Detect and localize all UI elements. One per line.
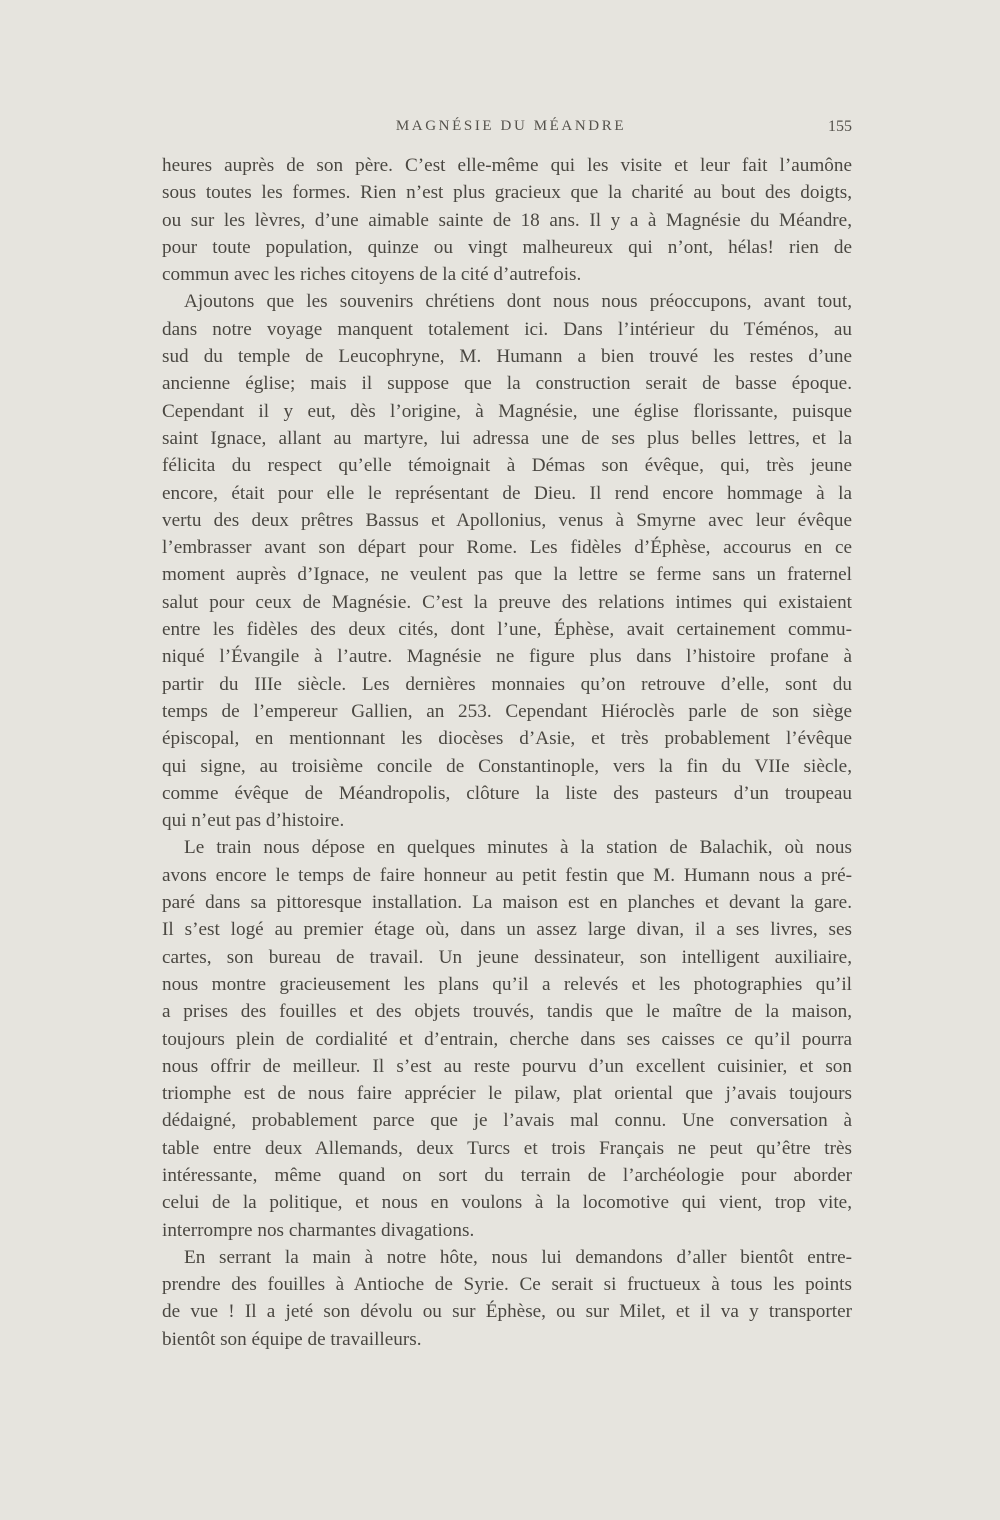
text-line: interrompre nos charmantes divagations.: [162, 1219, 475, 1241]
running-title: MAGNÉSIE DU MÉANDRE: [395, 118, 627, 134]
text-line: entre les fidèles des deux cités, dont l’une, Éphèse, avait certainement commu-: [162, 619, 852, 641]
text-line: qui n’eut pas d’histoire.: [162, 810, 345, 832]
paragraph-2: [162, 288, 852, 834]
text-line: bientôt son équipe de travailleurs.: [162, 1328, 422, 1350]
paragraph-3: [162, 834, 852, 1243]
text-line: toujours plein de cordialité et d’entrain, cherche dans ses caisses ce qu’il pourra: [162, 1028, 852, 1050]
text-line: félicita du respect qu’elle témoignait à Démas son évêque, qui, très jeune: [162, 455, 852, 477]
text-line: ou sur les lèvres, d’une aimable sainte de 18 ans. Il y a à Magnésie du Méandre,: [162, 209, 852, 231]
text-line: En serrant la main à notre hôte, nous lui demandons d’aller bientôt entre-: [184, 1246, 852, 1268]
page-number: 155: [828, 118, 852, 135]
text-line: Il s’est logé au premier étage où, dans un assez large divan, il a ses livres, ses: [162, 919, 852, 941]
paragraph-1: [162, 152, 852, 288]
text-line: avons encore le temps de faire honneur au petit festin que M. Humann nous a pré-: [162, 864, 852, 886]
text-line: vertu des deux prêtres Bassus et Apollonius, venus à Smyrne avec leur évêque: [162, 509, 852, 531]
text-line: temps de l’empereur Gallien, an 253. Cependant Hiéroclès parle de son siège: [162, 700, 852, 722]
text-line: triomphe est de nous faire apprécier le pilaw, plat oriental que j’avais toujours: [162, 1083, 852, 1105]
text-line: nous montre gracieusement les plans qu’il a relevés et les photographies qu’il: [162, 973, 852, 995]
text-line: celui de la politique, et nous en voulons à la locomotive qui vient, trop vite,: [162, 1192, 852, 1214]
text-line: sous toutes les formes. Rien n’est plus gracieux que la charité au bout des doigts,: [162, 182, 852, 204]
paragraph-4: [162, 1244, 852, 1353]
text-line: comme évêque de Méandropolis, clôture la liste des pasteurs d’un troupeau: [162, 782, 852, 804]
text-line: heures auprès de son père. C’est elle-même qui les visite et leur fait l’aumône: [162, 155, 852, 176]
text-line: saint Ignace, allant au martyre, lui adressa une de ses plus belles lettres, et la: [162, 427, 852, 449]
text-line: ancienne église; mais il suppose que la construction serait de basse époque.: [162, 373, 852, 395]
text-line: table entre deux Allemands, deux Turcs et trois Français ne peut qu’être très: [162, 1137, 852, 1159]
text-line: encore, était pour elle le représentant de Dieu. Il rend encore hommage à la: [162, 482, 852, 504]
text-line: salut pour ceux de Magnésie. C’est la preuve des relations intimes qui existaient: [162, 591, 852, 613]
text-line: de vue ! Il a jeté son dévolu ou sur Éphèse, ou sur Milet, et il va y transporter: [162, 1301, 852, 1323]
text-line: Ajoutons que les souvenirs chrétiens dont nous nous préoccupons, avant tout,: [184, 291, 852, 313]
text-line: intéressante, même quand on sort du terrain de l’archéologie pour aborder: [162, 1164, 852, 1186]
text-line: pour toute population, quinze ou vingt malheureux qui n’ont, hélas! rien de: [162, 236, 852, 258]
text-line: prendre des fouilles à Antioche de Syrie. Ce serait si fructueux à tous les points: [162, 1274, 852, 1296]
text-line: Le train nous dépose en quelques minutes à la station de Balachik, où nous: [184, 837, 852, 859]
text-line: épiscopal, en mentionnant les diocèses d’Asie, et très probablement l’évêque: [162, 728, 852, 750]
text-line: dans notre voyage manquent totalement ici. Dans l’intérieur du Téménos, au: [162, 318, 852, 340]
running-head: [162, 118, 852, 142]
text-line: l’embrasser avant son départ pour Rome. Les fidèles d’Éphèse, accourus en ce: [162, 537, 852, 559]
text-line: cartes, son bureau de travail. Un jeune dessinateur, son intelligent auxiliaire,: [162, 946, 852, 968]
text-line: dédaigné, probablement parce que je l’avais mal connu. Une conversation à: [162, 1110, 852, 1132]
body-text: [162, 152, 852, 1353]
text-line: qui signe, au troisième concile de Constantinople, vers la fin du VIIe siècle,: [162, 755, 852, 777]
text-line: paré dans sa pittoresque installation. La maison est en planches et devant la gare.: [162, 892, 852, 914]
text-line: Cependant il y eut, dès l’origine, à Magnésie, une église florissante, puisque: [162, 400, 852, 422]
text-line: partir du IIIe siècle. Les dernières monnaies qu’on retrouve d’elle, sont du: [162, 673, 852, 695]
text-line: sud du temple de Leucophryne, M. Humann a bien trouvé les restes d’une: [162, 346, 852, 368]
text-line: niqué l’Évangile à l’autre. Magnésie ne figure plus dans l’histoire profane à: [162, 646, 852, 668]
text-line: moment auprès d’Ignace, ne veulent pas que la lettre se ferme sans un fraternel: [162, 564, 852, 586]
text-line: a prises des fouilles et des objets trouvés, tandis que le maître de la maison,: [162, 1001, 852, 1023]
text-line: commun avec les riches citoyens de la cité d’autrefois.: [162, 264, 582, 286]
text-line: nous offrir de meilleur. Il s’est au reste pourvu d’un excellent cuisinier, et son: [162, 1055, 852, 1077]
